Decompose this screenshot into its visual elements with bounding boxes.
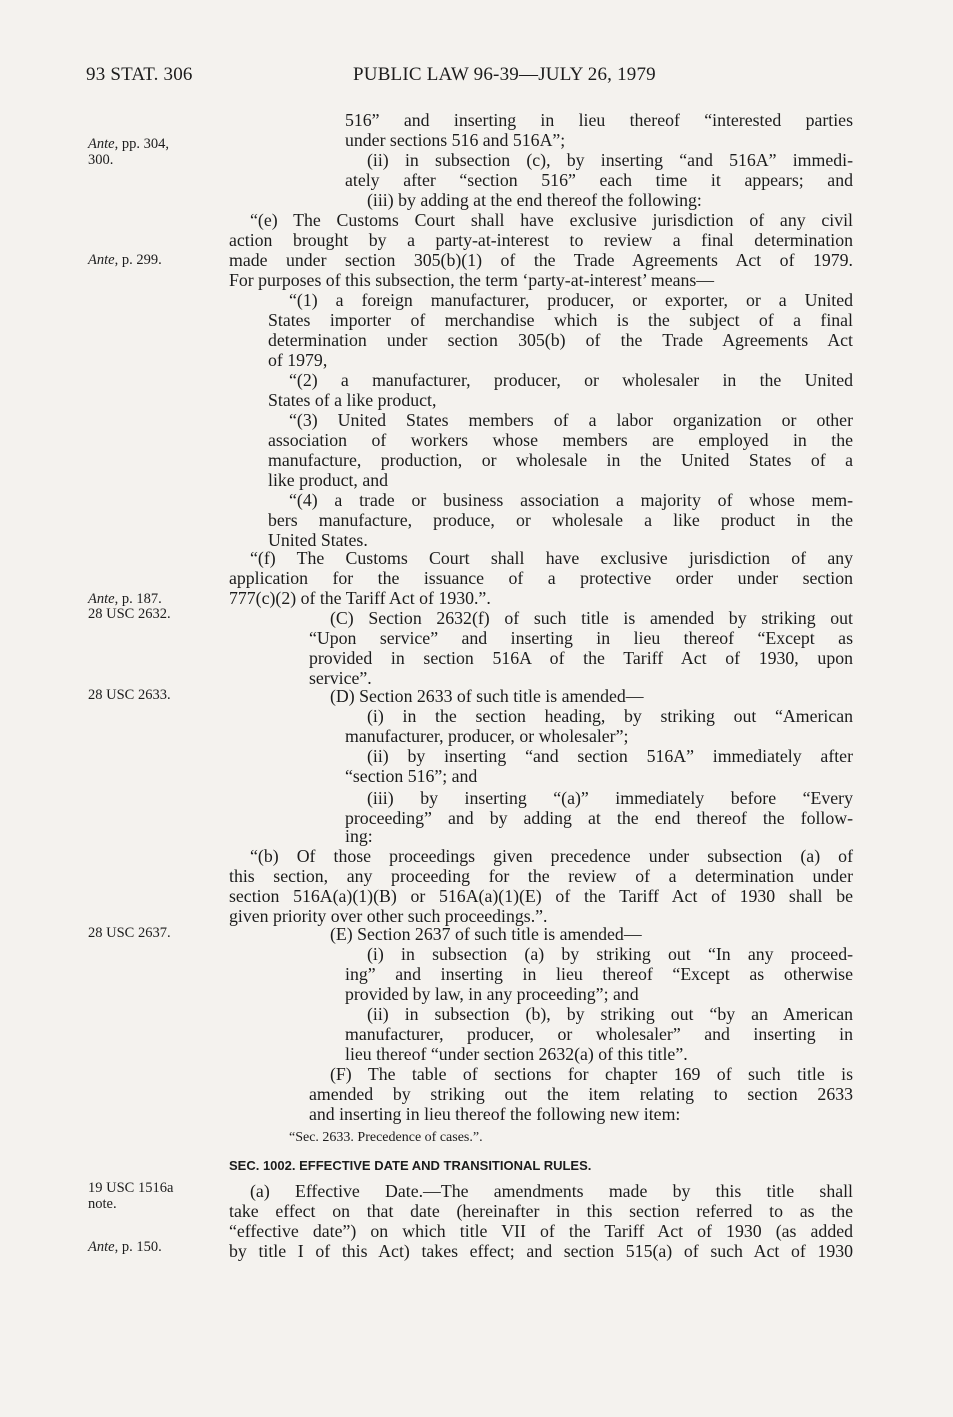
margin-note: 28 USC 2633. — [88, 687, 171, 703]
text-line: by title I of this Act) takes effect; and section 515(a) of such Act of 1930 — [229, 1241, 853, 1261]
margin-note: 19 USC 1516a — [88, 1180, 174, 1196]
text-line: States importer of merchandise which is the subject of a final — [268, 310, 853, 330]
text-line: ing: — [345, 826, 373, 846]
section-heading: SEC. 1002. EFFECTIVE DATE AND TRANSITIONAL RULES. — [229, 1158, 592, 1173]
text-line: ately after “section 516” each time it appears; and — [345, 170, 853, 190]
margin-note: Ante, p. 150. — [88, 1239, 162, 1255]
text-line: application for the issuance of a protective order under section — [229, 568, 853, 588]
text-line: (ii) in subsection (b), by striking out “by an American — [367, 1004, 853, 1024]
margin-note: Ante, p. 187. — [88, 591, 162, 607]
text-line: of 1979, — [268, 350, 328, 370]
text-line: proceeding” and by adding at the end thereof the follow- — [345, 808, 853, 828]
text-line: (i) in subsection (a) by striking out “In any proceed- — [367, 944, 853, 964]
text-line: “section 516”; and — [345, 766, 478, 786]
text-line: (C) Section 2632(f) of such title is amended by striking out — [330, 608, 853, 628]
text-line: “(4) a trade or business association a majority of whose mem- — [289, 490, 853, 510]
text-line: service”. — [309, 668, 372, 688]
text-line: “(e) The Customs Court shall have exclusive jurisdiction of any civil — [250, 210, 853, 230]
text-line: “Upon service” and inserting in lieu thereof “Except as — [309, 628, 853, 648]
margin-note: Ante, p. 299. — [88, 252, 162, 268]
text-line: (a) Effective Date.—The amendments made by this title shall — [250, 1181, 853, 1201]
text-line: For purposes of this subsection, the term ‘party-at-interest’ means— — [229, 270, 715, 290]
text-line: (i) in the section heading, by striking out “American — [367, 706, 853, 726]
text-line: this section, any proceeding for the review of a determination under — [229, 866, 853, 886]
margin-note: 28 USC 2637. — [88, 925, 171, 941]
text-line: 516” and inserting in lieu thereof “interested parties — [345, 110, 853, 130]
text-line: section 516A(a)(1)(B) or 516A(a)(1)(E) of the Tariff Act of 1930 shall be — [229, 886, 853, 906]
margin-note: note. — [88, 1196, 117, 1212]
text-line: bers manufacture, produce, or wholesale a like product in the — [268, 510, 853, 530]
margin-note: Ante, pp. 304, — [88, 136, 169, 152]
text-line: (iii) by adding at the end thereof the following: — [367, 190, 702, 210]
text-line: amended by striking out the item relating to section 2633 — [309, 1084, 853, 1104]
text-line: “(b) Of those proceedings given precedence under subsection (a) of — [250, 846, 853, 866]
page-stat-number: 93 STAT. 306 — [86, 64, 193, 85]
text-line: take effect on that date (hereinafter in this section referred to as the — [229, 1201, 853, 1221]
text-line: (F) The table of sections for chapter 169 of such title is — [330, 1064, 853, 1084]
margin-note: 28 USC 2632. — [88, 606, 171, 622]
text-line: (ii) in subsection (c), by inserting “and 516A” immedi- — [367, 150, 853, 170]
margin-note: 300. — [88, 152, 114, 168]
text-line: manufacture, production, or wholesale in the United States of a — [268, 450, 853, 470]
table-of-sections-item: “Sec. 2633. Precedence of cases.”. — [289, 1130, 483, 1145]
text-line: made under section 305(b)(1) of the Trade Agreements Act of 1979. — [229, 250, 853, 270]
text-line: 777(c)(2) of the Tariff Act of 1930.”. — [229, 588, 491, 608]
text-line: under sections 516 and 516A”; — [345, 130, 566, 150]
text-line: manufacturer, producer, or wholesaler” and inserting in — [345, 1024, 853, 1044]
text-line: like product, and — [268, 470, 388, 490]
text-line: action brought by a party-at-interest to review a final determination — [229, 230, 853, 250]
text-line: provided in section 516A of the Tariff Act of 1930, upon — [309, 648, 853, 668]
text-line: (D) Section 2633 of such title is amended— — [330, 686, 644, 706]
text-line: States of a like product, — [268, 390, 437, 410]
text-line: lieu thereof “under section 2632(a) of this title”. — [345, 1044, 688, 1064]
text-line: determination under section 305(b) of the Trade Agreements Act — [268, 330, 853, 350]
text-line: ing” and inserting in lieu thereof “Except as otherwise — [345, 964, 853, 984]
text-line: “effective date”) on which title VII of the Tariff Act of 1930 (as added — [229, 1221, 853, 1241]
text-line: “(3) United States members of a labor organization or other — [289, 410, 853, 430]
text-line: United States. — [268, 530, 368, 550]
text-line: provided by law, in any proceeding”; and — [345, 984, 639, 1004]
text-line: (iii) by inserting “(a)” immediately before “Every — [367, 788, 853, 808]
text-line: given priority over other such proceedings.”. — [229, 906, 548, 926]
text-line: “(f) The Customs Court shall have exclusive jurisdiction of any — [250, 548, 853, 568]
text-line: “(2) a manufacturer, producer, or wholesaler in the United — [289, 370, 853, 390]
text-line: manufacturer, producer, or wholesaler”; — [345, 726, 629, 746]
text-line: (ii) by inserting “and section 516A” immediately after — [367, 746, 853, 766]
text-line: association of workers whose members are employed in the — [268, 430, 853, 450]
page-title: PUBLIC LAW 96-39—JULY 26, 1979 — [353, 64, 656, 85]
text-line: and inserting in lieu thereof the following new item: — [309, 1104, 681, 1124]
text-line: (E) Section 2637 of such title is amended— — [330, 924, 642, 944]
text-line: “(1) a foreign manufacturer, producer, or exporter, or a United — [289, 290, 853, 310]
